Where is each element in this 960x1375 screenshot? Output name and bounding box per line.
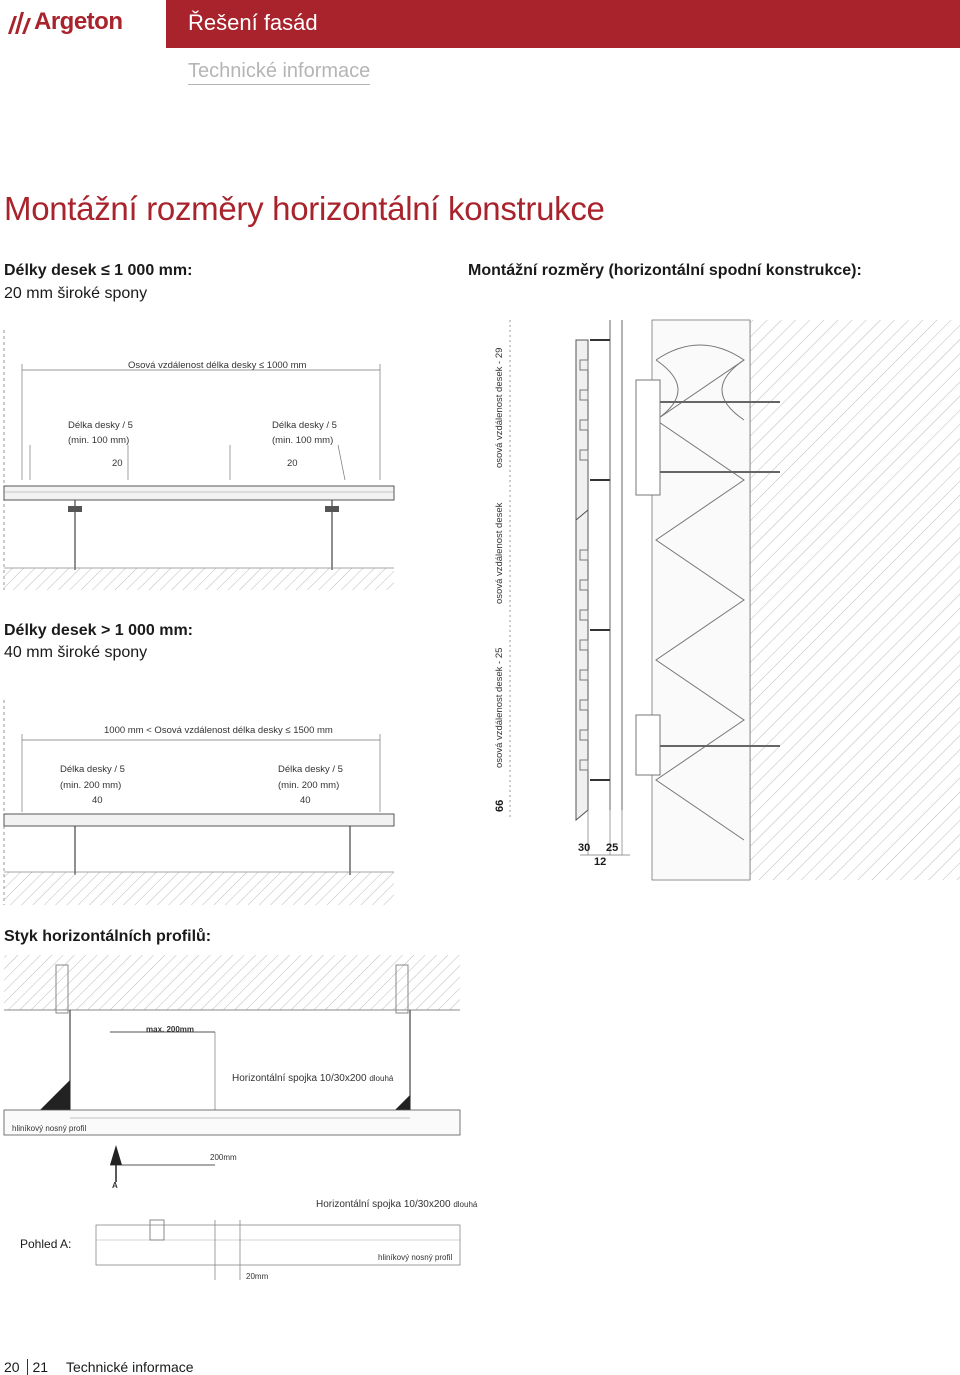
- max-200-label: max. 200mm: [146, 1025, 195, 1034]
- right-section-drawing: [480, 310, 960, 885]
- section2-right-label: Délka desky / 5: [278, 764, 343, 775]
- dim-200-label: 200mm: [210, 1153, 237, 1162]
- right-label-bottom: osová vzdálenost desek - 25: [494, 647, 505, 768]
- right-dim-25: 25: [606, 842, 619, 854]
- section1-right-min: (min. 100 mm): [272, 435, 334, 446]
- page-title: Montážní rozměry horizontální konstrukce: [4, 190, 605, 227]
- header-subtitle: Technické informace: [188, 60, 370, 85]
- right-dim-12: 12: [594, 856, 607, 868]
- argeton-logo-icon: [6, 10, 32, 36]
- section1-subheading: 20 mm široké spony: [4, 285, 148, 302]
- footer-text: Technické informace: [65, 1359, 194, 1375]
- section2-dim-top: 1000 mm < Osová vzdálenost délka desky ≤ 1500 mm: [104, 725, 333, 736]
- section2-heading: Délky desek > 1 000 mm:: [4, 622, 194, 639]
- footer-page-left: 20: [4, 1359, 20, 1375]
- section2-left-value: 40: [92, 795, 103, 806]
- view-a-label: Pohled A:: [20, 1237, 72, 1251]
- logo: [0, 0, 158, 48]
- right-label-mid: osová vzdálenost desek: [494, 502, 505, 604]
- section2-right-value: 40: [300, 795, 311, 806]
- right-label-top: osová vzdálenost desek - 29: [494, 347, 505, 468]
- profile2-label: hliníkový nosný profil: [378, 1253, 453, 1262]
- section1-right-value: 20: [287, 458, 298, 469]
- section2-subheading: 40 mm široké spony: [4, 644, 148, 661]
- section1-right-label: Délka desky / 5: [272, 420, 337, 431]
- footer-page-right: 21: [32, 1359, 49, 1375]
- section1-left-min: (min. 100 mm): [68, 435, 130, 446]
- logo-text: Argeton: [34, 8, 123, 35]
- section3-heading: Styk horizontálních profilů:: [4, 928, 212, 945]
- connector-label: Horizontální spojka 10/30x200 dlouhá: [232, 1073, 394, 1084]
- connector2-label: Horizontální spojka 10/30x200 dlouhá: [316, 1199, 478, 1210]
- arrow-a-label: A: [112, 1181, 118, 1190]
- profile-label: hliníkový nosný profil: [12, 1124, 87, 1133]
- right-dim-30: 30: [578, 842, 591, 854]
- section2-right-min: (min. 200 mm): [278, 780, 340, 791]
- section1-heading: Délky desek ≤ 1 000 mm:: [4, 262, 193, 279]
- right-heading: Montážní rozměry (horizontální spodní konstrukce):: [468, 262, 862, 279]
- dim-20-label: 20mm: [246, 1272, 269, 1281]
- footer: [4, 1359, 194, 1375]
- section2-left-min: (min. 200 mm): [60, 780, 122, 791]
- header-title: Řešení fasád: [188, 10, 318, 35]
- section2-left-label: Délka desky / 5: [60, 764, 125, 775]
- right-dim-66: 66: [494, 799, 506, 812]
- section1-left-label: Délka desky / 5: [68, 420, 133, 431]
- section1-dim-top: Osová vzdálenost délka desky ≤ 1000 mm: [128, 360, 307, 371]
- section1-left-value: 20: [112, 458, 123, 469]
